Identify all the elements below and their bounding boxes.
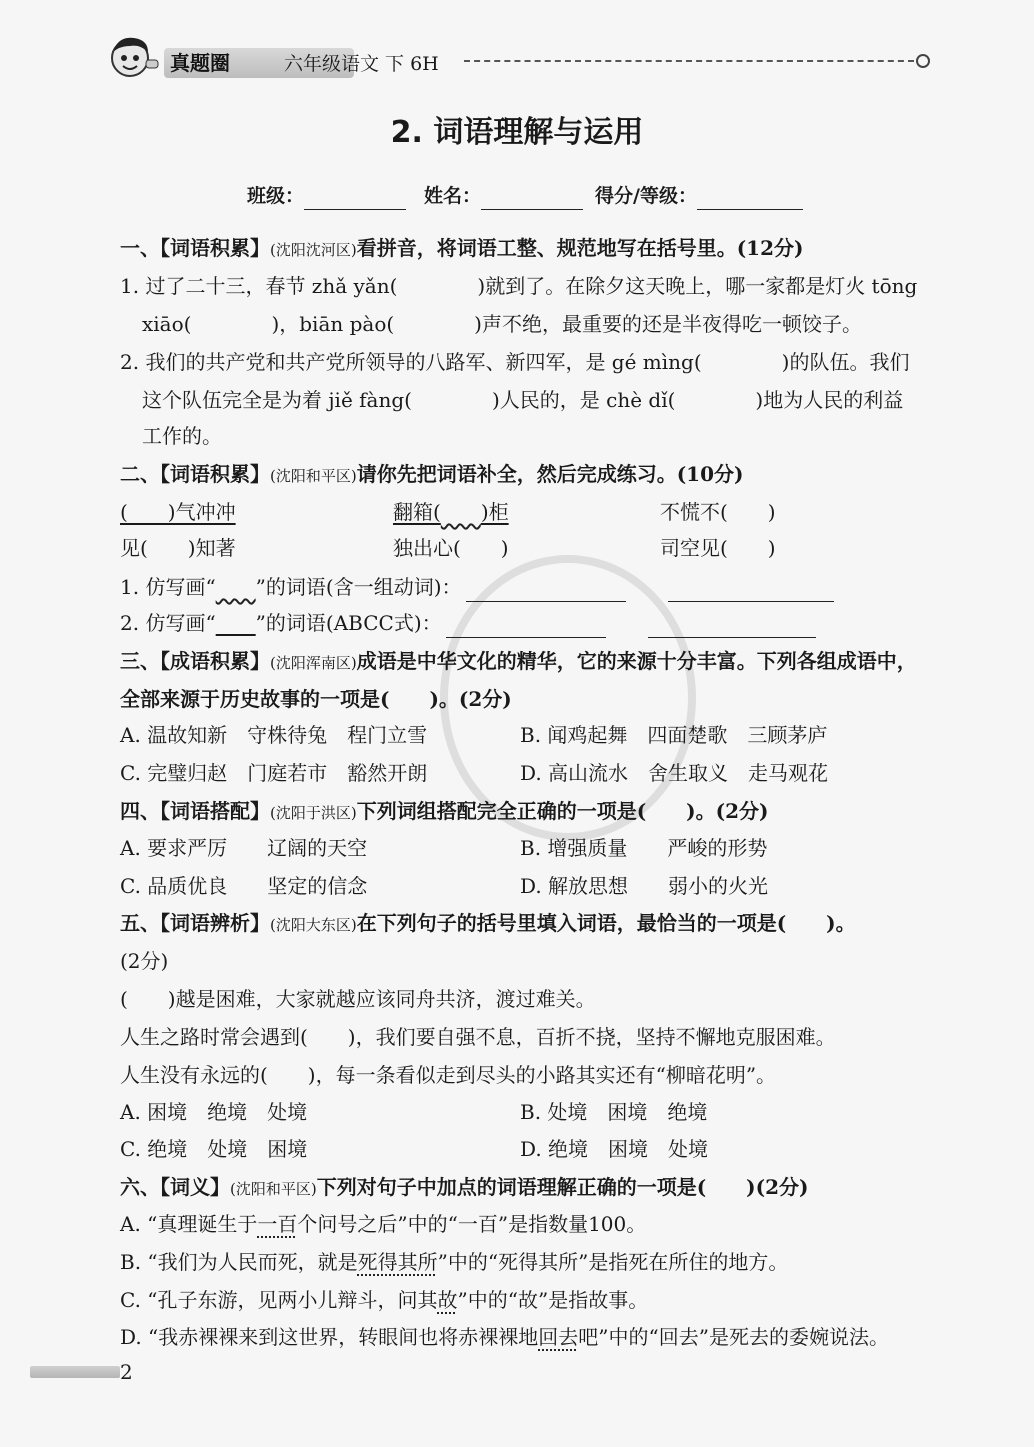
- s3-option-d[interactable]: D. 高山流水 舍生取义 走马观花: [520, 761, 829, 785]
- section-4-heading: 四、【词语搭配】(沈阳于洪区)下列词组搭配完全正确的一项是( )。(2分): [120, 799, 769, 823]
- s5-option-b[interactable]: B. 处境 困境 绝境: [520, 1100, 708, 1124]
- s3-line2: 全部来源于历史故事的一项是( )。(2分): [120, 687, 512, 711]
- s1-q2-line3: 工作的。: [142, 424, 222, 448]
- s3-option-c[interactable]: C. 完璧归赵 门庭若市 豁然开朗: [120, 761, 428, 785]
- word-4: 见( )知著: [120, 536, 236, 560]
- s2-q2-blank-1[interactable]: [446, 615, 606, 638]
- s4-option-c[interactable]: C. 品质优良 坚定的信念: [120, 874, 368, 898]
- s2-q2-blank-2[interactable]: [648, 615, 816, 638]
- footer-bar: [30, 1366, 120, 1378]
- score-field: 得分/等级：: [595, 182, 803, 210]
- score-blank[interactable]: [697, 187, 803, 210]
- s1-q2-line2: 这个队伍完全是为着 jiě fàng( )人民的，是 chè dǐ( )地为人民的利益: [142, 388, 904, 412]
- s5-option-d[interactable]: D. 绝境 困境 处境: [520, 1137, 709, 1161]
- word-5: 独出心( ): [393, 536, 509, 560]
- brand-text: 真题圈: [170, 51, 230, 75]
- header-subtitle: 六年级语文 下 6H: [284, 53, 439, 75]
- word-2: 翻箱( )柜: [393, 500, 509, 524]
- s6-option-b[interactable]: B. “我们为人民而死，就是死得其所”中的“死得其所”是指死在所住的地方。: [120, 1250, 789, 1274]
- page-number: 2: [120, 1360, 133, 1384]
- header-end-icon: [916, 54, 930, 68]
- section-1-heading: 一、【词语积累】(沈阳沈河区)看拼音，将词语工整、规范地写在括号里。(12分): [120, 236, 804, 260]
- header: [104, 34, 934, 84]
- s2-q1: 1. 仿写画“ ”的词语(含一组动词)：: [120, 572, 834, 602]
- section-5-heading: 五、【词语辨析】(沈阳大东区)在下列句子的括号里填入词语，最恰当的一项是( )。: [120, 911, 856, 935]
- s3-option-a[interactable]: A. 温故知新 守株待兔 程门立雪: [120, 723, 428, 747]
- s2-q2: 2. 仿写画“ ”的词语(ABCC式)：: [120, 608, 816, 638]
- section-2-heading: 二、【词语积累】(沈阳和平区)请你先把词语补全，然后完成练习。(10分): [120, 462, 744, 486]
- class-field: 班级：: [247, 182, 406, 210]
- s5-option-c[interactable]: C. 绝境 处境 困境: [120, 1137, 308, 1161]
- word-1: ( )气冲冲: [120, 500, 236, 524]
- s1-q1-line1: 1. 过了二十三，春节 zhǎ yǎn( )就到了。在除夕这天晚上，哪一家都是灯火 tōng: [120, 274, 918, 298]
- s1-q2-line1: 2. 我们的共产党和共产党所领导的八路军、新四军，是 gé mìng( )的队伍。我们: [120, 350, 910, 374]
- s5-sentence-3: 人生没有永远的( )，每一条看似走到尽头的小路其实还有“柳暗花明”。: [120, 1063, 777, 1087]
- s6-option-c[interactable]: C. “孔子东游，见两小儿辩斗，问其故”中的“故”是指故事。: [120, 1288, 649, 1312]
- word-3: 不慌不( ): [660, 500, 776, 524]
- section-3-heading: 三、【成语积累】(沈阳浑南区)成语是中华文化的精华，它的来源十分丰富。下列各组成语中，: [120, 649, 917, 673]
- s5-sentence-2: 人生之路时常会遇到( )，我们要自强不息，百折不挠，坚持不懈地克服困难。: [120, 1025, 836, 1049]
- s2-q1-blank-2[interactable]: [668, 579, 834, 602]
- section-6-heading: 六、【词义】(沈阳和平区)下列对句子中加点的词语理解正确的一项是( )(2分): [120, 1175, 809, 1199]
- s6-option-d[interactable]: D. “我赤裸裸来到这世界，转眼间也将赤裸裸地回去吧”中的“回去”是死去的委婉说法。: [120, 1325, 889, 1349]
- page-title: 2. 词语理解与运用: [390, 115, 644, 150]
- s1-q1-line2: xiāo( )，biān pào( )声不绝，最重要的还是半夜得吃一顿饺子。: [142, 312, 862, 336]
- name-field: 姓名：: [424, 182, 583, 210]
- word-6: 司空见( ): [660, 536, 776, 560]
- s4-option-d[interactable]: D. 解放思想 弱小的火光: [520, 874, 769, 898]
- s6-option-a[interactable]: A. “真理诞生于一百个问号之后”中的“一百”是指数量100。: [120, 1212, 647, 1236]
- name-blank[interactable]: [481, 187, 583, 210]
- s2-q1-blank-1[interactable]: [466, 579, 626, 602]
- s3-option-b[interactable]: B. 闻鸡起舞 四面楚歌 三顾茅庐: [520, 723, 828, 747]
- s4-option-b[interactable]: B. 增强质量 严峻的形势: [520, 836, 768, 860]
- class-blank[interactable]: [304, 187, 406, 210]
- s4-option-a[interactable]: A. 要求严厉 辽阔的天空: [120, 836, 368, 860]
- s5-score: (2分): [120, 949, 169, 973]
- header-divider: [464, 60, 914, 62]
- s5-sentence-1: ( )越是困难，大家就越应该同舟共济，渡过难关。: [120, 987, 596, 1011]
- s5-option-a[interactable]: A. 困境 绝境 处境: [120, 1100, 308, 1124]
- mascot-icon: [104, 34, 162, 82]
